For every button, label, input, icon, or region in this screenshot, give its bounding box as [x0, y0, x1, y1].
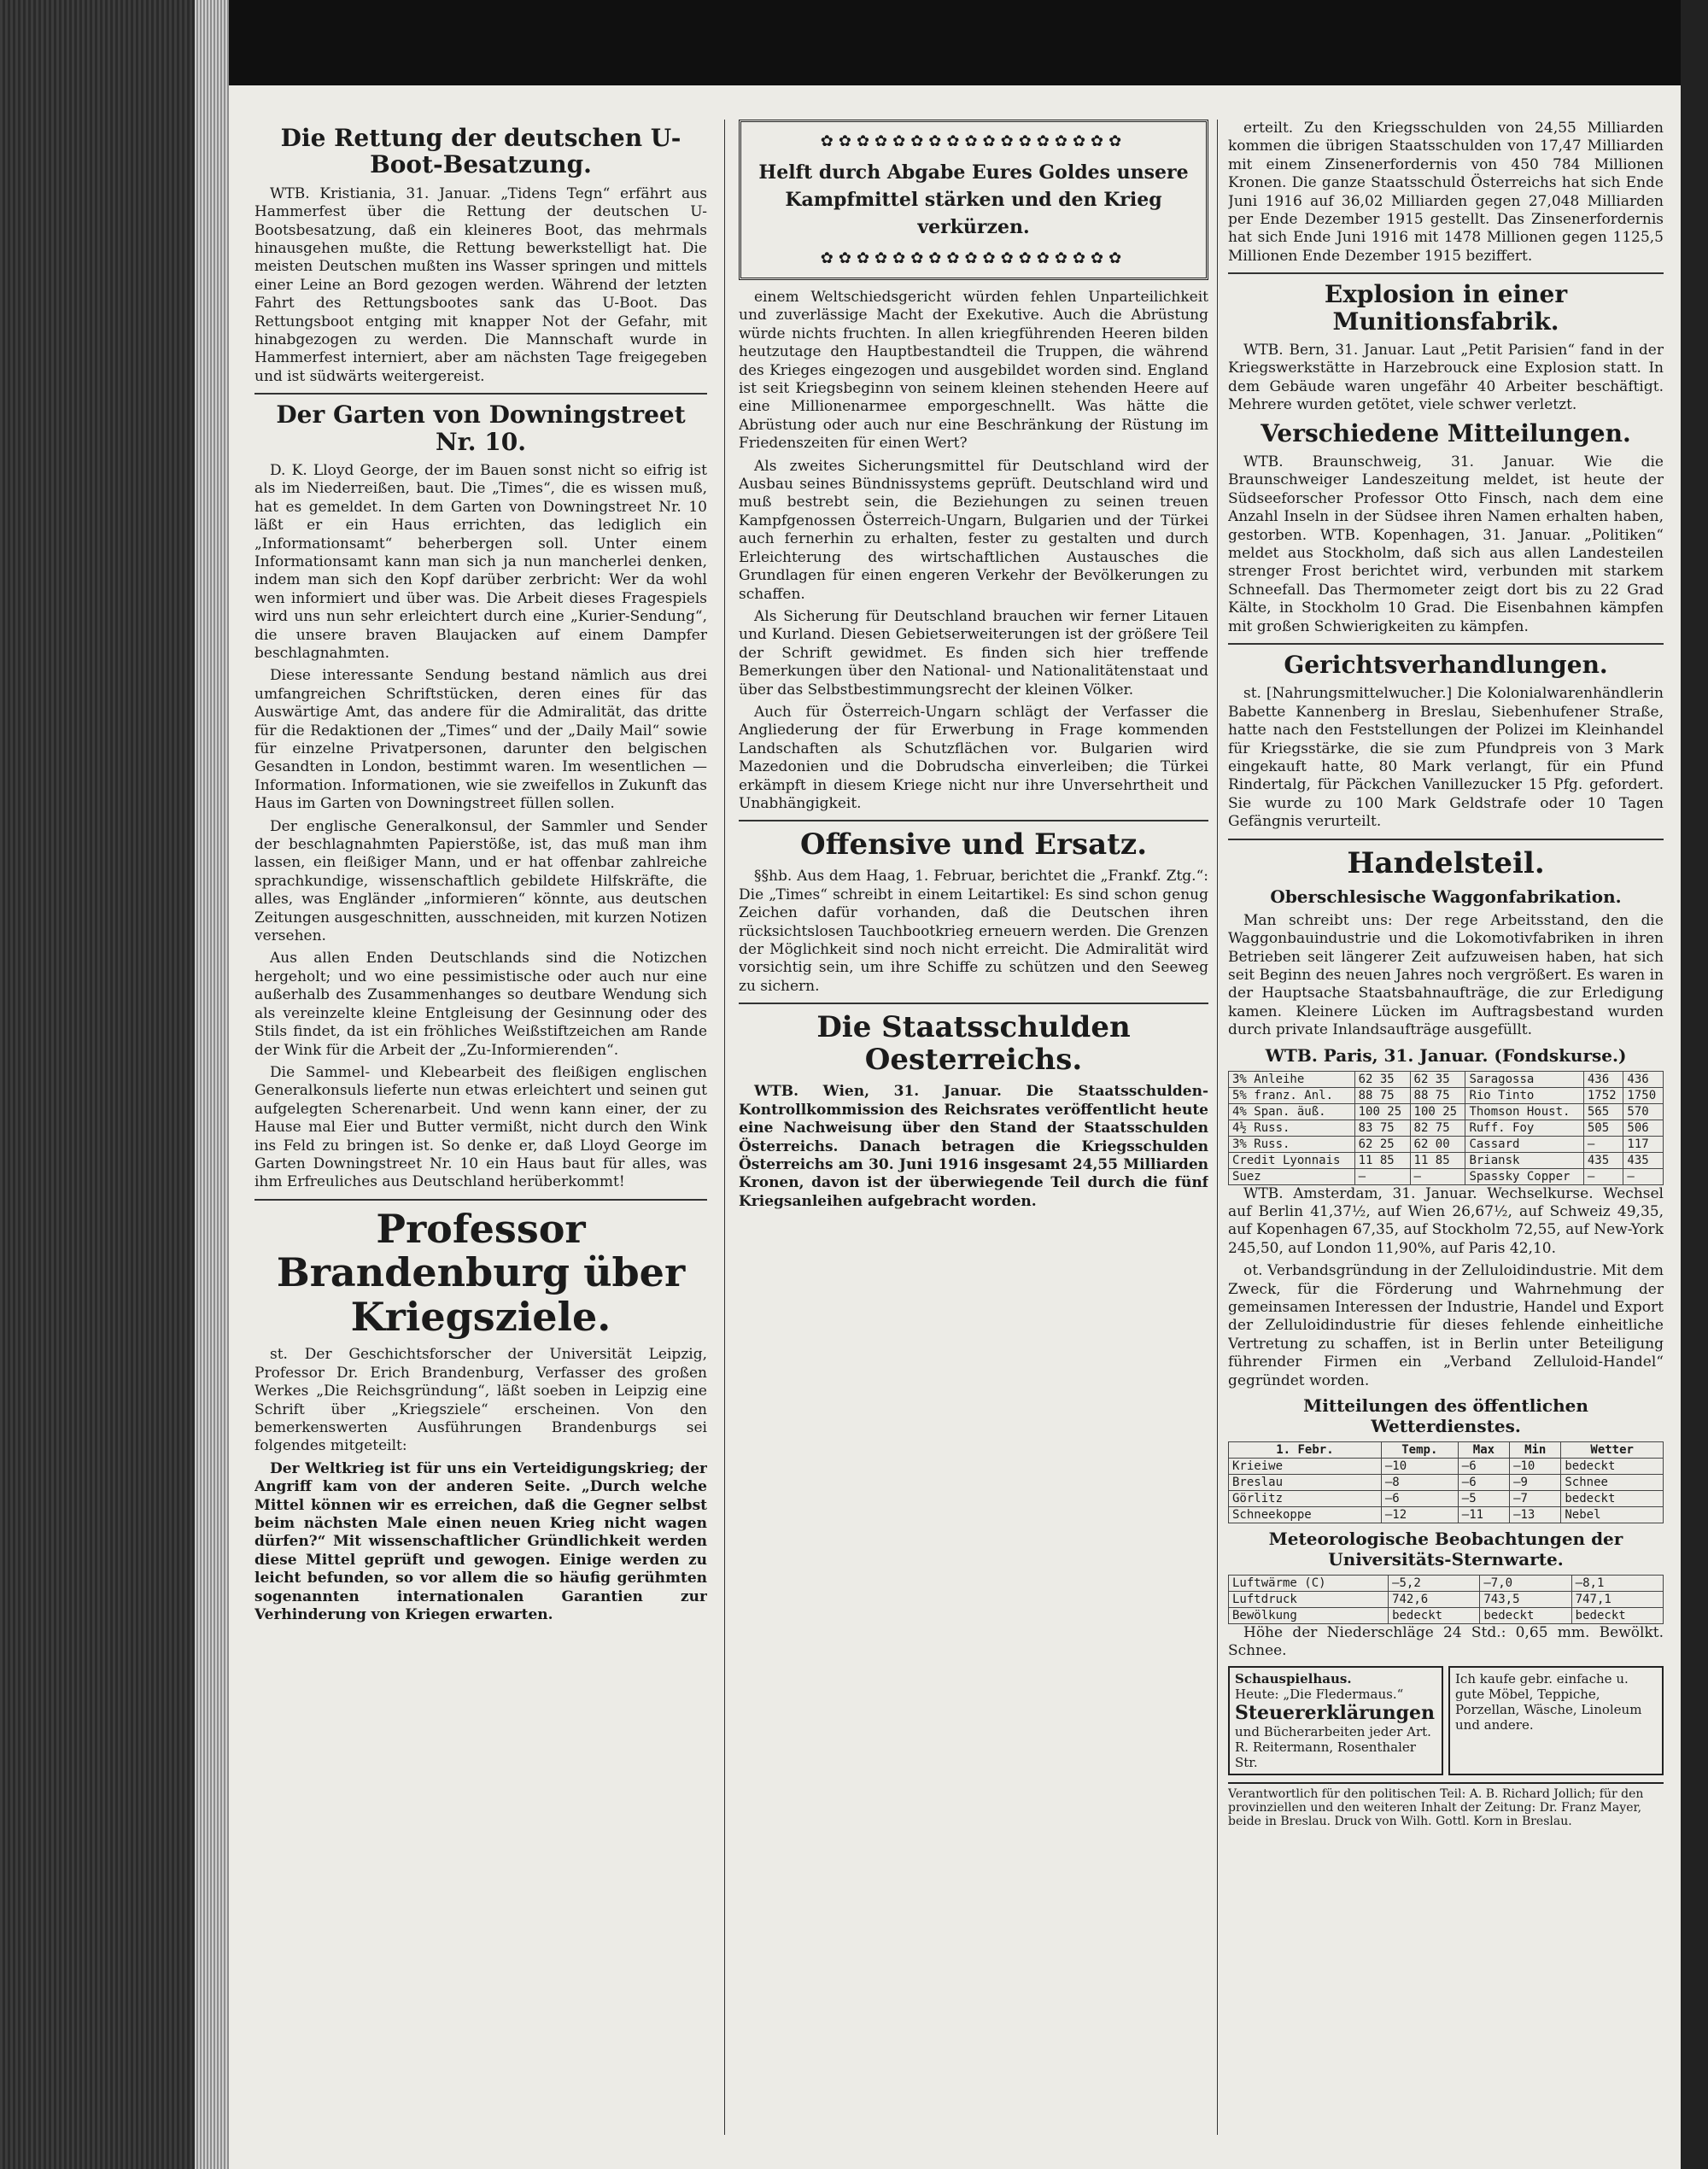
divider — [254, 1199, 707, 1201]
table-cell: Rio Tinto — [1465, 1087, 1583, 1103]
gold-appeal-text: Helft durch Abgabe Eures Goldes unsere Kampfmittel stärken und den Krieg verkürzen. — [758, 161, 1189, 238]
article-title: Die Rettung der deutschen U-Boot-Besatzung. — [280, 124, 681, 179]
article-title: Offensive und Ersatz. — [799, 827, 1148, 862]
table-cell: 11 85 — [1354, 1152, 1410, 1168]
article-paragraph: Auch für Österreich-Ungarn schlägt der Verfasser die Angliederung der für Erwerbung in Frage kommenden Landschaften als Schutzflächen vor. Bulgarien wird Mazedonien und die Dobrudscha einverleiben; die Türkei erkämpft in diesem Kriege nicht nur ihre Unversehrtheit und Unabhängigkeit. — [739, 703, 1208, 812]
article-subtitle: Oberschlesische Waggonfabrikation. — [1270, 886, 1622, 907]
table-cell: Krieiwe — [1229, 1459, 1382, 1475]
observation-table — [1228, 1575, 1664, 1624]
article-body: st. [Nahrungsmittelwucher.] Die Kolonialwarenhändlerin Babette Kannenberg in Breslau, Siebenhufener Straße, hatte nach den Feststellungen der Polizei im Kleinhandel für Kriegsstärke, die sie zum Pfundpreis von 3 Mark eingekauft hatte, 80 Mark verlangt, für ein Pfund Rindertalg, für Päckchen Vanillezucker 15 Pfg. gefordert. Sie wurde zu 100 Mark Geldstrafe oder 10 Tagen Gefängnis verurteilt. — [1228, 685, 1664, 831]
article-paragraph: Der englische Generalkonsul, der Sammler und Sender der beschlagnahmten Papierstöße, ist, das muß man ihm lassen, ein fleißiger Mann, und er hat offenbar zahlreiche sprachkundige, wissenschaftlich gebildete Hilfskräfte, die alles, was Engländer „informieren“ könnte, aus deutschen Zeitungen ausgeschnitten, ausschneiden, mit kurzen Notizen versehen. — [254, 817, 707, 945]
table-cell: 505 — [1583, 1120, 1623, 1136]
article-title: Verschiedene Mitteilungen. — [1261, 418, 1631, 447]
table-row — [1229, 1087, 1664, 1103]
article-paragraph: st. Der Geschichtsforscher der Universität Leipzig, Professor Dr. Erich Brandenburg, Verfasser des großen Werkes „Die Reichsgründung“, läßt soeben in Leipzig eine Schrift über „Kriegsziele“ erscheinen. Von den bemerkenswerten Ausführungen Brandenburgs sei folgendes mitgeteilt: — [254, 1346, 707, 1455]
column-header: 1. Febr. — [1229, 1442, 1382, 1459]
table-cell: 435 — [1623, 1152, 1664, 1168]
article-paragraph: einem Weltschiedsgericht würden fehlen Unparteilichkeit und zuverlässige Macht der Exekutive. Auch die Abrüstung würde nichts fruchten. In allen kriegführenden Heeren bilden heutzutage den Hauptbestandteil die Truppen, die während des Krieges eingezogen und ausgebildet worden sind. England ist seit Kriegsbeginn von seinem kleinen stehenden Heere auf eine Millionenarmee emporgeschnellt. Was hätte die Abrüstung oder auch nur eine Beschränkung der Rüstung im Friedenszeiten für einen Wert? — [739, 289, 1208, 453]
table-cell: — — [1354, 1168, 1410, 1184]
table-cell: —6 — [1458, 1475, 1509, 1491]
weather-table — [1228, 1441, 1664, 1523]
table-cell: — — [1623, 1168, 1664, 1184]
table-cell: Luftwärme (C) — [1229, 1576, 1389, 1592]
table-cell: Bewölkung — [1229, 1608, 1389, 1624]
table-cell: 100 25 — [1410, 1103, 1465, 1120]
table-cell: — — [1410, 1168, 1465, 1184]
table-cell: Credit Lyonnais — [1229, 1152, 1355, 1168]
article-body: erteilt. Zu den Kriegsschulden von 24,55 Milliarden kommen die übrigen Staatsschulden von 17,47 Milliarden mit einem Zinsenerfordernis von 450 784 Millionen Kronen. Die ganze Staatsschuld Österreichs hat sich Ende Juni 1916 auf 36,02 Milliarden gegen 27,048 Milliarden per Ende Dezember 1915 gestellt. Das Zinsenerfordernis hat sich Ende Juni 1916 mit 1478 Millionen gegen 1125,5 Millionen Ende Dezember 1915 beziffert. — [1228, 120, 1664, 265]
imprint: Verantwortlich für den politischen Teil: A. B. Richard Jollich; für den provinziellen und den weiteren Inhalt der Zeitung: Dr. Franz Mayer, beide in Breslau. Druck von Wilh. Gottl. Korn in Breslau. — [1228, 1782, 1664, 1828]
article-body: WTB. Bern, 31. Januar. Laut „Petit Parisien“ fand in der Kriegswerkstätte in Harzebrouck eine Explosion statt. In dem Gebäude waren ungefähr 40 Arbeiter beschäftigt. Mehrere wurden getötet, viele schwer verletzt. — [1228, 341, 1664, 414]
table-cell: 747,1 — [1571, 1592, 1663, 1608]
ad-heading: Steuererklärungen — [1235, 1701, 1436, 1724]
column-right — [1228, 120, 1664, 2135]
article-title: Explosion in einer Munitionsfabrik. — [1324, 280, 1568, 336]
ad-theater — [1228, 1666, 1443, 1775]
table-cell: bedeckt — [1389, 1608, 1480, 1624]
table-row — [1229, 1103, 1664, 1120]
table-cell: 100 25 — [1354, 1103, 1410, 1120]
table-cell: 3% Russ. — [1229, 1136, 1355, 1152]
table-row — [1229, 1071, 1664, 1087]
table-cell: —12 — [1381, 1507, 1458, 1523]
table-cell: Saragossa — [1465, 1071, 1583, 1087]
column-rule — [1217, 120, 1218, 2135]
divider — [1228, 643, 1664, 645]
table-cell: Suez — [1229, 1168, 1355, 1184]
table-row — [1229, 1592, 1664, 1608]
table-row — [1229, 1576, 1664, 1592]
newspaper-page — [229, 85, 1681, 2169]
table-cell: 11 85 — [1410, 1152, 1465, 1168]
ads-row — [1228, 1666, 1664, 1775]
table-row — [1229, 1168, 1664, 1184]
table-cell: Ruff. Foy — [1465, 1120, 1583, 1136]
table-cell: 3% Anleihe — [1229, 1071, 1355, 1087]
article-title: Die Staatsschulden Oesterreichs. — [816, 1010, 1131, 1078]
column-middle — [739, 120, 1208, 2135]
article-paragraph: Aus allen Enden Deutschlands sind die Notizchen hergeholt; und wo eine pessimistische oder auch nur eine außerhalb des Zusammenhanges so deutbare Wendung sich als vereinzelte kleine Entgleisung der Gesinnung oder des Stils findet, da ist ein fröhliches Weißstiftzeichen am Rande der Wink für die Arbeit der „Zu-Informierenden“. — [254, 950, 707, 1059]
table-cell: 436 — [1583, 1071, 1623, 1087]
table-cell: 436 — [1623, 1071, 1664, 1087]
table-cell: Görlitz — [1229, 1491, 1382, 1507]
table-cell: 4% Span. äuß. — [1229, 1103, 1355, 1120]
divider — [1228, 839, 1664, 840]
table-cell: —10 — [1510, 1459, 1561, 1475]
table-cell: 1750 — [1623, 1087, 1664, 1103]
table-cell: 82 75 — [1410, 1120, 1465, 1136]
gold-appeal-box — [739, 120, 1208, 280]
table-cell: —11 — [1458, 1507, 1509, 1523]
article-title: Gerichtsverhandlungen. — [1284, 651, 1608, 680]
table-cell: 435 — [1583, 1152, 1623, 1168]
table-cell: 743,5 — [1480, 1592, 1571, 1608]
ad-heading: Schauspielhaus. — [1235, 1670, 1352, 1687]
ad-text: Heute: „Die Fledermaus.“ — [1235, 1686, 1404, 1702]
divider — [739, 820, 1208, 821]
table-row — [1229, 1507, 1664, 1523]
article-paragraph: Diese interessante Sendung bestand nämlich aus drei umfangreichen Schriftstücken, deren eines für das Auswärtige Amt, das andere für die Admiralität, das dritte für die Redaktionen der „Times“ und der „Daily Mail“ sowie für einzelne Privatpersonen, darunter den belgischen Gesandten in London, bestimmt waren. Im wesentlichen — Information. Informationen, wie sie zweifellos in Zukunft das Haus im Garten von Downingstreet füllen sollen. — [254, 667, 707, 813]
table-cell: — — [1583, 1136, 1623, 1152]
table-cell: 742,6 — [1389, 1592, 1480, 1608]
article-paragraph: Die Sammel- und Klebearbeit des fleißigen englischen Generalkonsuls lieferte nun etwas erleichtert und seinen gut aufgelegten Scherenarbeit. Und wenn kann einer, der zu Hause mal Eier und Butter vermißt, nicht durch den Wink ins Feld zu bringen ist. So denke er, daß Lloyd George im Garten Downingstreet Nr. 10 ein Haus baut für alles, was ihm Erfreuliches aus Deutschland herüberkommt! — [254, 1063, 707, 1191]
precipitation-note: Höhe der Niederschläge 24 Std.: 0,65 mm. Bewölkt. Schnee. — [1228, 1624, 1664, 1660]
table-cell: —6 — [1381, 1491, 1458, 1507]
table-cell: 570 — [1623, 1103, 1664, 1120]
column-left — [254, 120, 707, 2135]
table-cell: Schneekoppe — [1229, 1507, 1382, 1523]
table-cell: Breslau — [1229, 1475, 1382, 1491]
divider — [254, 393, 707, 395]
table-title: WTB. Paris, 31. Januar. (Fondskurse.) — [1265, 1044, 1627, 1066]
table-cell: 88 75 — [1354, 1087, 1410, 1103]
table-cell: 83 75 — [1354, 1120, 1410, 1136]
ornament: ✿✿✿✿✿✿✿✿✿✿✿✿✿✿✿✿✿ — [820, 132, 1127, 150]
table-cell: —9 — [1510, 1475, 1561, 1491]
table-title: Mitteilungen des öffentlichen Wetterdienstes. — [1303, 1395, 1588, 1437]
table-cell: 5% franz. Anl. — [1229, 1087, 1355, 1103]
article-title: Der Garten von Downingstreet Nr. 10. — [276, 400, 686, 456]
table-cell: Spassky Copper — [1465, 1168, 1583, 1184]
ad-text: Ich kaufe gebr. einfache u. gute Möbel, Teppiche, Porzellan, Wäsche, Linoleum und andere. — [1455, 1670, 1642, 1733]
divider — [739, 1003, 1208, 1004]
table-cell: 88 75 — [1410, 1087, 1465, 1103]
table-row — [1229, 1120, 1664, 1136]
table-cell: — — [1583, 1168, 1623, 1184]
article-title: Professor Brandenburg über Kriegsziele. — [276, 1205, 686, 1340]
table-cell: bedeckt — [1561, 1491, 1664, 1507]
table-cell: —10 — [1381, 1459, 1458, 1475]
section-title: Handelsteil. — [1347, 845, 1545, 880]
table-cell: bedeckt — [1480, 1608, 1571, 1624]
table-cell: —6 — [1458, 1459, 1509, 1475]
table-cell: bedeckt — [1571, 1608, 1663, 1624]
table-cell: 565 — [1583, 1103, 1623, 1120]
table-cell: 1752 — [1583, 1087, 1623, 1103]
article-body: WTB. Kristiania, 31. Januar. „Tidens Tegn“ erfährt aus Hammerfest über die Rettung der deutschen U-Bootsbesatzung, daß ein kleineres Boot, das mehrmals hinausgehen mußte, die Rettung bewerkstelligt hat. Die meisten Deutschen mußten ins Wasser springen und mittels einer Leine an Bord gezogen werden. Während der letzten Fahrt des Rettungsbootes sank das U-Boot. Das Rettungsboot entging mit knapper Not der Gefahr, mit hinabgezogen zu werden. Die Mannschaft wurde in Hammerfest interniert, aber am nächsten Tage freigegeben und ist südwärts weitergereist. — [254, 184, 707, 385]
column-header: Max — [1458, 1442, 1509, 1459]
article-paragraph: Der Weltkrieg ist für uns ein Verteidigungskrieg; der Angriff kam von der anderen Seite. „Durch welche Mittel können wir es erreichen, daß die Gegner selbst beim nächsten Male einen neuen Krieg nicht wagen dürfen?“ Mit wissenschaftlicher Gründlichkeit werden diese Mittel geprüft und gewogen. Einige werden zu leicht befunden, so vor allem die so häufig gerühmten sogenannten internationalen Garantien zur Verhinderung von Kriegen erwarten. — [254, 1459, 707, 1623]
article-body: §§hb. Aus dem Haag, 1. Februar, berichtet die „Frankf. Ztg.“: Die „Times“ schreibt in einem Leitartikel: Es sind schon genug Zeichen dafür vorhanden, daß die Deutschen ihren rücksichtslosen Tauchbootkrieg erneuern werden. Die Grenzen der Möglichkeit sind noch nicht erreicht. Die Admiralität wird vorsichtig sein, um ihre Schiffe zu schützen und den Seeweg zu sichern. — [739, 868, 1208, 995]
article-body: WTB. Amsterdam, 31. Januar. Wechselkurse. Wechsel auf Berlin 41,37½, auf Wien 26,67½, auf Schweiz 49,35, auf Kopenhagen 67,35, auf Stockholm 72,55, auf New-York 245,50, auf London 11,90%, auf Paris 42,10. — [1228, 1184, 1664, 1257]
page-edges — [195, 0, 229, 2169]
article-paragraph: Als zweites Sicherungsmittel für Deutschland wird der Ausbau seines Bündnissystems geprüft. Deutschland wird und muß bestrebt sein, die Beziehungen zu seinen treuen Kampfgenossen Österreich-Ungarn, Bulgarien und der Türkei auch fernerhin zu erhalten, fester zu gestalten und durch Erleichterung des wirtschaftlichen Austausches die Grundlagen für einen engeren Verkehr der Bevölkerungen zu schaffen. — [739, 457, 1208, 603]
article-paragraph: D. K. Lloyd George, der im Bauen sonst nicht so eifrig ist als im Niederreißen, baut. Die „Times“, die es wissen muß, hat es gemeldet. In dem Garten von Downingstreet Nr. 10 läßt er ein Haus errichten, das lediglich ein „Informationsamt“ beherbergen soll. Unter einem Informationsamt kann man sich ja nun mancherlei denken, indem man sich den Kopf darüber zerbricht: Wer da wohl wen informiert und über was. Die Arbeit dieses Fragespiels wird uns nun sehr erleichtert durch eine „Kurier-Sendung“, die unsere braven Blaujacken auf einem Dampfer beschlagnahmten. — [254, 461, 707, 662]
table-title: Meteorologische Beobachtungen der Universitäts-Sternwarte. — [1268, 1529, 1623, 1570]
table-row — [1229, 1459, 1664, 1475]
ad-furniture — [1448, 1666, 1664, 1775]
column-rule — [724, 120, 725, 2135]
table-cell: Briansk — [1465, 1152, 1583, 1168]
table-cell: —7,0 — [1480, 1576, 1571, 1592]
stock-table — [1228, 1071, 1664, 1185]
column-header: Wetter — [1561, 1442, 1664, 1459]
table-cell: Cassard — [1465, 1136, 1583, 1152]
article-body: WTB. Braunschweig, 31. Januar. Wie die Braunschweiger Landeszeitung meldet, ist heute der Südseeforscher Professor Otto Finsch, nach dem eine Anzahl Inseln in der Südsee ihren Namen erhalten haben, gestorben. WTB. Kopenhagen, 31. Januar. „Politiken“ meldet aus Stockholm, daß sich aus allen Landesteilen strenger Frost berichtet wird, verbunden mit starkem Schneefall. Das Thermometer zeigt dort bis zu 22 Grad Kälte, in Stockholm 10 Grad. Die Eisenbahnen kämpfen mit großen Schwierigkeiten zu kämpfen. — [1228, 453, 1664, 635]
table-cell: —13 — [1510, 1507, 1561, 1523]
table-cell: —8,1 — [1571, 1576, 1663, 1592]
table-cell: bedeckt — [1561, 1459, 1664, 1475]
table-row — [1229, 1608, 1664, 1624]
divider — [1228, 272, 1664, 274]
table-cell: Nebel — [1561, 1507, 1664, 1523]
article-body: Man schreibt uns: Der rege Arbeitsstand, den die Waggonbauindustrie und die Lokomotivfabriken in ihren Betrieben seit längerer Zeit aufzuweisen haben, hat sich seit Beginn des neuen Jahres noch vergrößert. Es waren in der Hauptsache Staatsbahnaufträge, die zur Erledigung kamen. Kleinere Lücken im Auftragsbestand wurden durch private Inlandsaufträge ausgefüllt. — [1228, 911, 1664, 1039]
article-body: WTB. Wien, 31. Januar. Die Staatsschulden-Kontrollkommission des Reichsrates veröffentlicht heute eine Nachweisung über den Stand der Staatsschulden Österreichs. Danach betragen die Kriegsschulden Österreichs am 30. Juni 1916 insgesamt 24,55 Milliarden Kronen, davon ist der überwiegende Teil durch die fünf Kriegsanleihen aufgebracht worden. — [739, 1083, 1208, 1210]
article-paragraph: Als Sicherung für Deutschland brauchen wir ferner Litauen und Kurland. Diesen Gebietserweiterungen ist der größere Teil der Schrift gewidmet. Es finden sich hier treffende Bemerkungen über den National- und Nationalitätenstaat und über das Selbstbestimmungsrecht der kleinen Völker. — [739, 607, 1208, 699]
table-cell: 4½ Russ. — [1229, 1120, 1355, 1136]
table-cell: 506 — [1623, 1120, 1664, 1136]
table-cell: Luftdruck — [1229, 1592, 1389, 1608]
table-cell: Thomson Houst. — [1465, 1103, 1583, 1120]
table-row — [1229, 1152, 1664, 1168]
table-cell: 62 00 — [1410, 1136, 1465, 1152]
scan-right-strip — [1681, 0, 1708, 2169]
table-row — [1229, 1475, 1664, 1491]
book-binding — [0, 0, 229, 2169]
table-cell: 62 35 — [1354, 1071, 1410, 1087]
article-body: ot. Verbandsgründung in der Zelluloidindustrie. Mit dem Zweck, für die Förderung und Wahrnehmung der gemeinsamen Interessen der Industrie, Handel und Export der Zelluloidindustrie für dieses fehlende einheitliche Vertretung zu schaffen, ist in Berlin unter Beteiligung führender Firmen ein „Verband Zelluloid-Handel“ gegründet worden. — [1228, 1262, 1664, 1389]
table-cell: 62 35 — [1410, 1071, 1465, 1087]
table-cell: —5,2 — [1389, 1576, 1480, 1592]
table-cell: —7 — [1510, 1491, 1561, 1507]
column-header: Min — [1510, 1442, 1561, 1459]
table-cell: —8 — [1381, 1475, 1458, 1491]
scan-top-band — [229, 0, 1708, 85]
table-cell: Schnee — [1561, 1475, 1664, 1491]
ad-text: und Bücherarbeiten jeder Art. R. Reitermann, Rosenthaler Str. — [1235, 1723, 1431, 1770]
column-header: Temp. — [1381, 1442, 1458, 1459]
table-cell: 117 — [1623, 1136, 1664, 1152]
table-cell: —5 — [1458, 1491, 1509, 1507]
table-row — [1229, 1491, 1664, 1507]
table-row — [1229, 1136, 1664, 1152]
ornament: ✿✿✿✿✿✿✿✿✿✿✿✿✿✿✿✿✿ — [820, 249, 1127, 267]
table-cell: 62 25 — [1354, 1136, 1410, 1152]
